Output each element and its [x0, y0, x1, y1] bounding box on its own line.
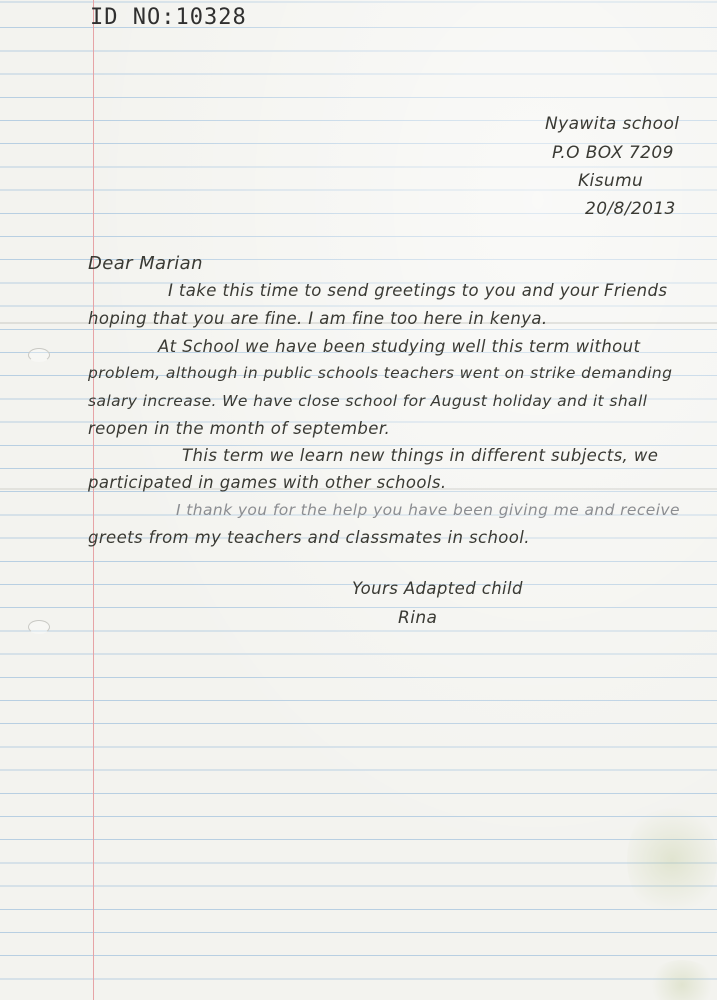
paper-stain [647, 960, 717, 1000]
body-line: problem, although in public schools teachers went on strike demanding [88, 364, 673, 382]
address-school: Nyawita school [545, 114, 680, 134]
body-line: salary increase. We have close school for August holiday and it shall [88, 392, 648, 410]
body-line: I take this time to send greetings to you and your Friends [168, 281, 668, 300]
closing-phrase: Yours Adapted child [352, 579, 523, 598]
child-id-number: ID NO:10328 [90, 5, 247, 30]
body-line: greets from my teachers and classmates in school. [88, 528, 530, 547]
body-line: This term we learn new things in different subjects, we [182, 446, 659, 465]
salutation: Dear Marian [88, 253, 203, 274]
body-line: At School we have been studying well this term without [158, 337, 641, 356]
letter-date: 20/8/2013 [585, 199, 676, 219]
margin-line [93, 0, 94, 1000]
address-po-box: P.O BOX 7209 [552, 143, 674, 163]
paper-stain [627, 800, 717, 920]
body-line: I thank you for the help you have been giving me and receive [176, 501, 680, 519]
body-line: reopen in the month of september. [88, 419, 391, 438]
signature: Rina [398, 608, 438, 628]
binder-hole [28, 348, 50, 362]
body-line: hoping that you are fine. I am fine too here in kenya. [88, 309, 548, 328]
body-line: participated in games with other schools. [88, 473, 447, 492]
binder-hole [28, 620, 50, 634]
address-town: Kisumu [578, 171, 644, 191]
